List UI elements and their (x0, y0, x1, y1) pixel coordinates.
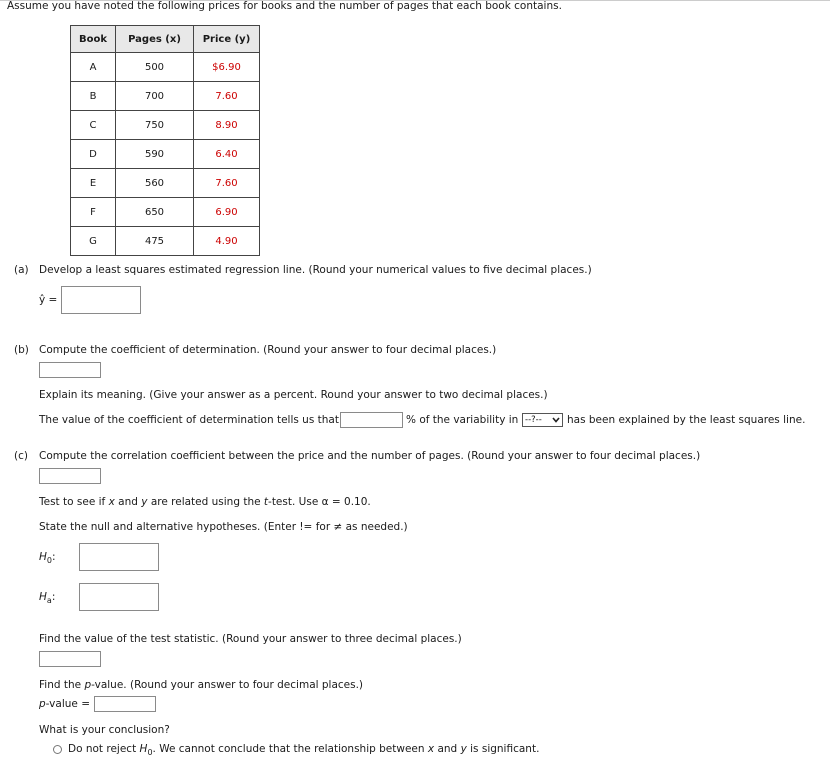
ttest-y: y (141, 496, 148, 508)
h0-label: $H_0$: (39, 551, 56, 565)
option-end: is significant. (470, 743, 540, 755)
cell-price: $6.90 (194, 53, 260, 82)
h0-letter: H (39, 551, 47, 563)
part-c-question: Compute the correlation coefficient between the price and the number of pages. (Round your answer to four decimal places.) (39, 450, 701, 462)
table-row (71, 227, 260, 256)
percent-input[interactable] (340, 412, 403, 428)
pvalue-q-p: p (84, 679, 92, 691)
ha-subscript: a (46, 596, 52, 605)
cell-book: C (71, 111, 116, 140)
regression-line-input[interactable] (61, 286, 141, 314)
option-y: y (460, 743, 467, 755)
cell-price: 4.90 (194, 227, 260, 256)
ttest-instruction (39, 496, 371, 508)
alternative-hypothesis-input[interactable] (79, 583, 159, 611)
cell-price: 6.40 (194, 140, 260, 169)
variable-select[interactable] (522, 413, 563, 427)
pvalue-p: p (39, 698, 46, 710)
cell-pages: 590 (116, 140, 194, 169)
part-c-label: (c) (14, 450, 28, 462)
table-row (71, 111, 260, 140)
header-pages: Pages (x) (116, 26, 194, 53)
option-h: H (139, 743, 148, 755)
table-header-row (71, 26, 260, 53)
ha-label: $H_a$: (39, 591, 56, 605)
part-a-label: (a) (14, 264, 29, 276)
cell-pages: 500 (116, 53, 194, 82)
select-value: --?-- (525, 415, 542, 425)
pvalue-input[interactable] (94, 696, 156, 712)
table-row (71, 198, 260, 227)
coefficient-of-determination-input[interactable] (39, 362, 101, 378)
pvalue-q-pre: Find the (39, 679, 82, 691)
intro-text: Assume you have noted the following prices for books and the number of pages that each book contains. (7, 0, 562, 12)
pvalue-label (39, 698, 90, 710)
ttest-and: and (118, 496, 138, 508)
cell-pages: 560 (116, 169, 194, 198)
ttest-post: -test. Use (268, 496, 319, 508)
cell-price: 6.90 (194, 198, 260, 227)
option-post: . We cannot conclude that the relationship between (152, 743, 425, 755)
chevron-down-icon (552, 417, 560, 423)
ttest-mid: are related using the (150, 496, 261, 508)
option-and: and (437, 743, 458, 755)
sentence-mid: % of the variability in (406, 414, 519, 426)
cell-book: E (71, 169, 116, 198)
ha-letter: H (39, 591, 47, 603)
option-pre: Do not reject (68, 743, 137, 755)
conclusion-radio-do-not-reject[interactable] (53, 745, 62, 754)
cell-book: B (71, 82, 116, 111)
pvalue-q-post: -value. (Round your answer to four decimal places.) (91, 679, 364, 691)
part-b-question: Compute the coefficient of determination. (Round your answer to four decimal places.) (39, 344, 497, 356)
part-b-label: (b) (14, 344, 29, 356)
cell-price: 7.60 (194, 82, 260, 111)
cell-book: A (71, 53, 116, 82)
ttest-x: x (108, 496, 115, 508)
cell-book: G (71, 227, 116, 256)
cell-pages: 475 (116, 227, 194, 256)
ttest-t: t (263, 496, 269, 508)
part-a-question: Develop a least squares estimated regression line. (Round your numerical values to five decimal places.) (39, 264, 592, 276)
table-row (71, 53, 260, 82)
table-row (71, 169, 260, 198)
table-row (71, 140, 260, 169)
cell-book: D (71, 140, 116, 169)
cell-pages: 700 (116, 82, 194, 111)
yhat-label: ŷ = (39, 294, 58, 306)
header-book: Book (71, 26, 116, 53)
null-hypothesis-input[interactable] (79, 543, 159, 571)
table-row (71, 82, 260, 111)
sentence-start: The value of the coefficient of determination tells us that (39, 414, 339, 426)
option-x: x (427, 743, 435, 755)
test-statistic-input[interactable] (39, 651, 101, 667)
cell-pages: 750 (116, 111, 194, 140)
cell-price: 8.90 (194, 111, 260, 140)
cell-book: F (71, 198, 116, 227)
alpha-value: α = 0.10. (321, 496, 371, 508)
test-statistic-question: Find the value of the test statistic. (Round your answer to three decimal places.) (39, 633, 462, 645)
option-sub: 0 (147, 748, 153, 757)
cell-pages: 650 (116, 198, 194, 227)
correlation-coefficient-input[interactable] (39, 468, 101, 484)
header-price: Price (y) (194, 26, 260, 53)
conclusion-option-text (68, 743, 539, 757)
sentence-end: has been explained by the least squares line. (567, 414, 806, 426)
conclusion-question: What is your conclusion? (39, 724, 170, 736)
cell-price: 7.60 (194, 169, 260, 198)
h0-subscript: 0 (46, 556, 52, 565)
data-table (70, 25, 260, 256)
ttest-pre: Test to see if (39, 496, 106, 508)
explain-text: Explain its meaning. (Give your answer as a percent. Round your answer to two decimal places.) (39, 389, 548, 401)
pvalue-question (39, 679, 363, 691)
pvalue-rest: -value = (45, 698, 90, 710)
hypotheses-instruction: State the null and alternative hypotheses. (Enter != for ≠ as needed.) (39, 521, 408, 533)
